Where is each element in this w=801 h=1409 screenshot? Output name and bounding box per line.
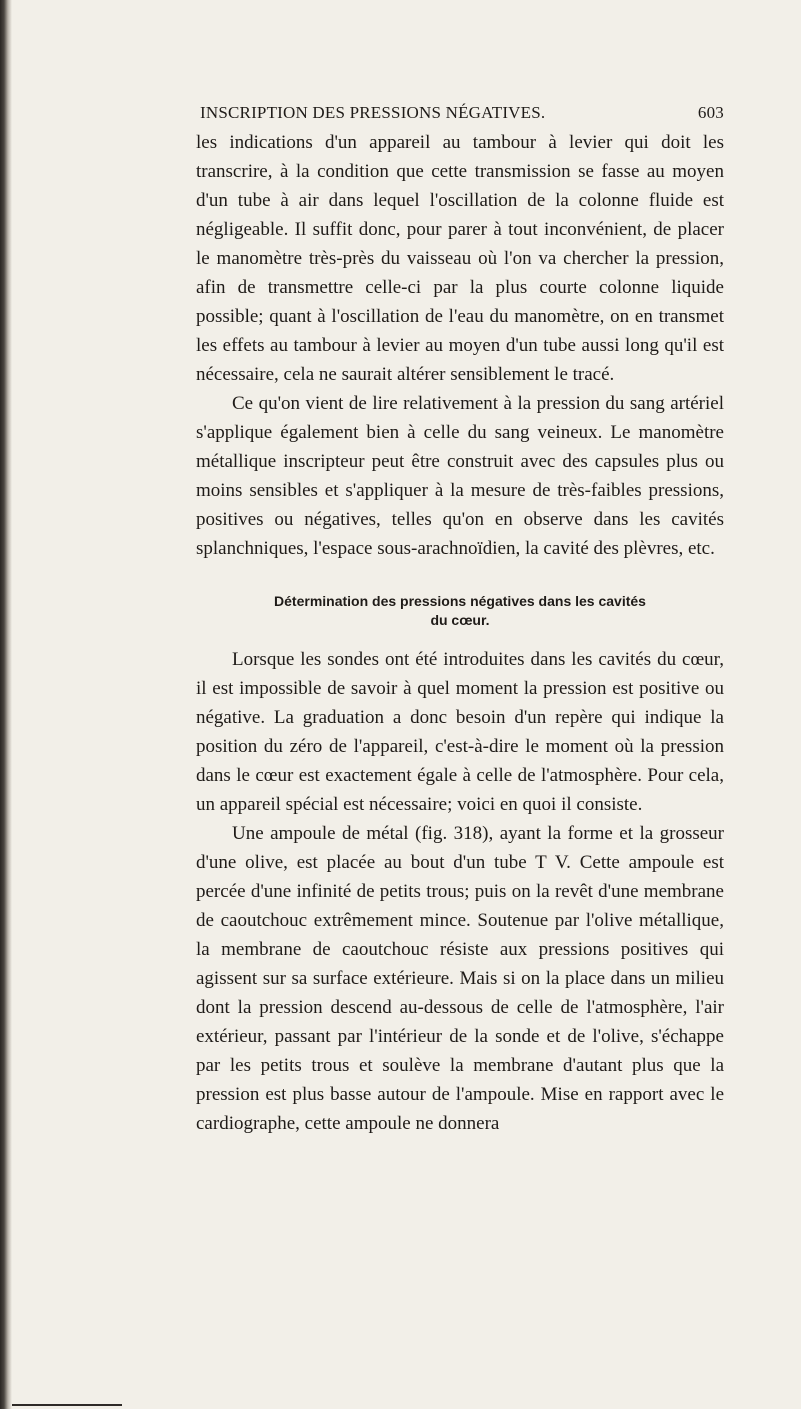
book-binding-edge [0,0,12,1409]
paragraph-metal-ampoule: Une ampoule de métal (fig. 318), ayant la forme et la grosseur d'une olive, est placée au bout d'un tube T V. Cette ampoule est percée d'une infinité de petits trous; puis on la revêt d'une membrane de caoutchouc extrêmement mince. Soutenue par l'olive métallique, la membrane de caoutchouc résiste aux pressions positives qui agissent sur sa surface extérieure. Mais si on la place dans un milieu dont la pression descend au-dessous de celle de l'atmosphère, l'air extérieur, passant par l'intérieur de la sonde et de l'olive, s'échappe par les petits trous et soulève la membrane d'autant plus que la pression est plus basse autour de l'ampoule. Mise en rapport avec le cardiographe, cette ampoule ne donnera [196,823,724,1134]
body-text [196,128,724,1138]
book-page [196,0,724,1409]
paragraph-heart-probes: Lorsque les sondes ont été introduites dans les cavités du cœur, il est impossible de savoir à quel moment la pression est positive ou négative. La graduation a donc besoin d'un repère qui indique la position du zéro de l'appareil, c'est-à-dire le moment où la pression dans le cœur est exactement égale à celle de l'atmosphère. Pour cela, un appareil spécial est nécessaire; voici en quoi il consiste. [196,649,724,815]
paragraph-continued: les indications d'un appareil au tambour à levier qui doit les transcrire, à la condition que cette transmission se fasse au moyen d'un tube à air dans lequel l'oscillation de la colonne fluide est négligeable. Il suffit donc, pour parer à tout inconvénient, de placer le manomètre très-près du vaisseau où l'on va chercher la pression, afin de transmettre celle-ci par la plus courte colonne liquide possible; quant à l'oscillation de l'eau du manomètre, on en transmet les effets au tambour à levier au moyen d'un tube aussi long qu'il est nécessaire, cela ne saurait altérer sensiblement le tracé. [196,132,724,385]
page-number: 603 [697,103,724,122]
paragraph-venous-pressure: Ce qu'on vient de lire relativement à la pression du sang artériel s'applique également bien à celle du sang veineux. Le manomètre métallique inscripteur peut être construit avec des capsules plus ou moins sensibles et s'appliquer à la mesure de très-faibles pressions, positives ou négatives, telles qu'on en observe dans les cavités splanchniques, l'espace sous-arachnoïdien, la cavité des plèvres, etc. [196,393,724,559]
section-heading [196,592,724,630]
running-head [196,103,724,127]
binding-bottom-rule [12,1404,122,1406]
section-heading-line-1: Détermination des pressions négatives dans les cavités [274,593,646,609]
section-heading-line-2: du cœur. [430,612,490,628]
running-head-title: INSCRIPTION DES PRESSIONS NÉGATIVES. [200,103,546,122]
